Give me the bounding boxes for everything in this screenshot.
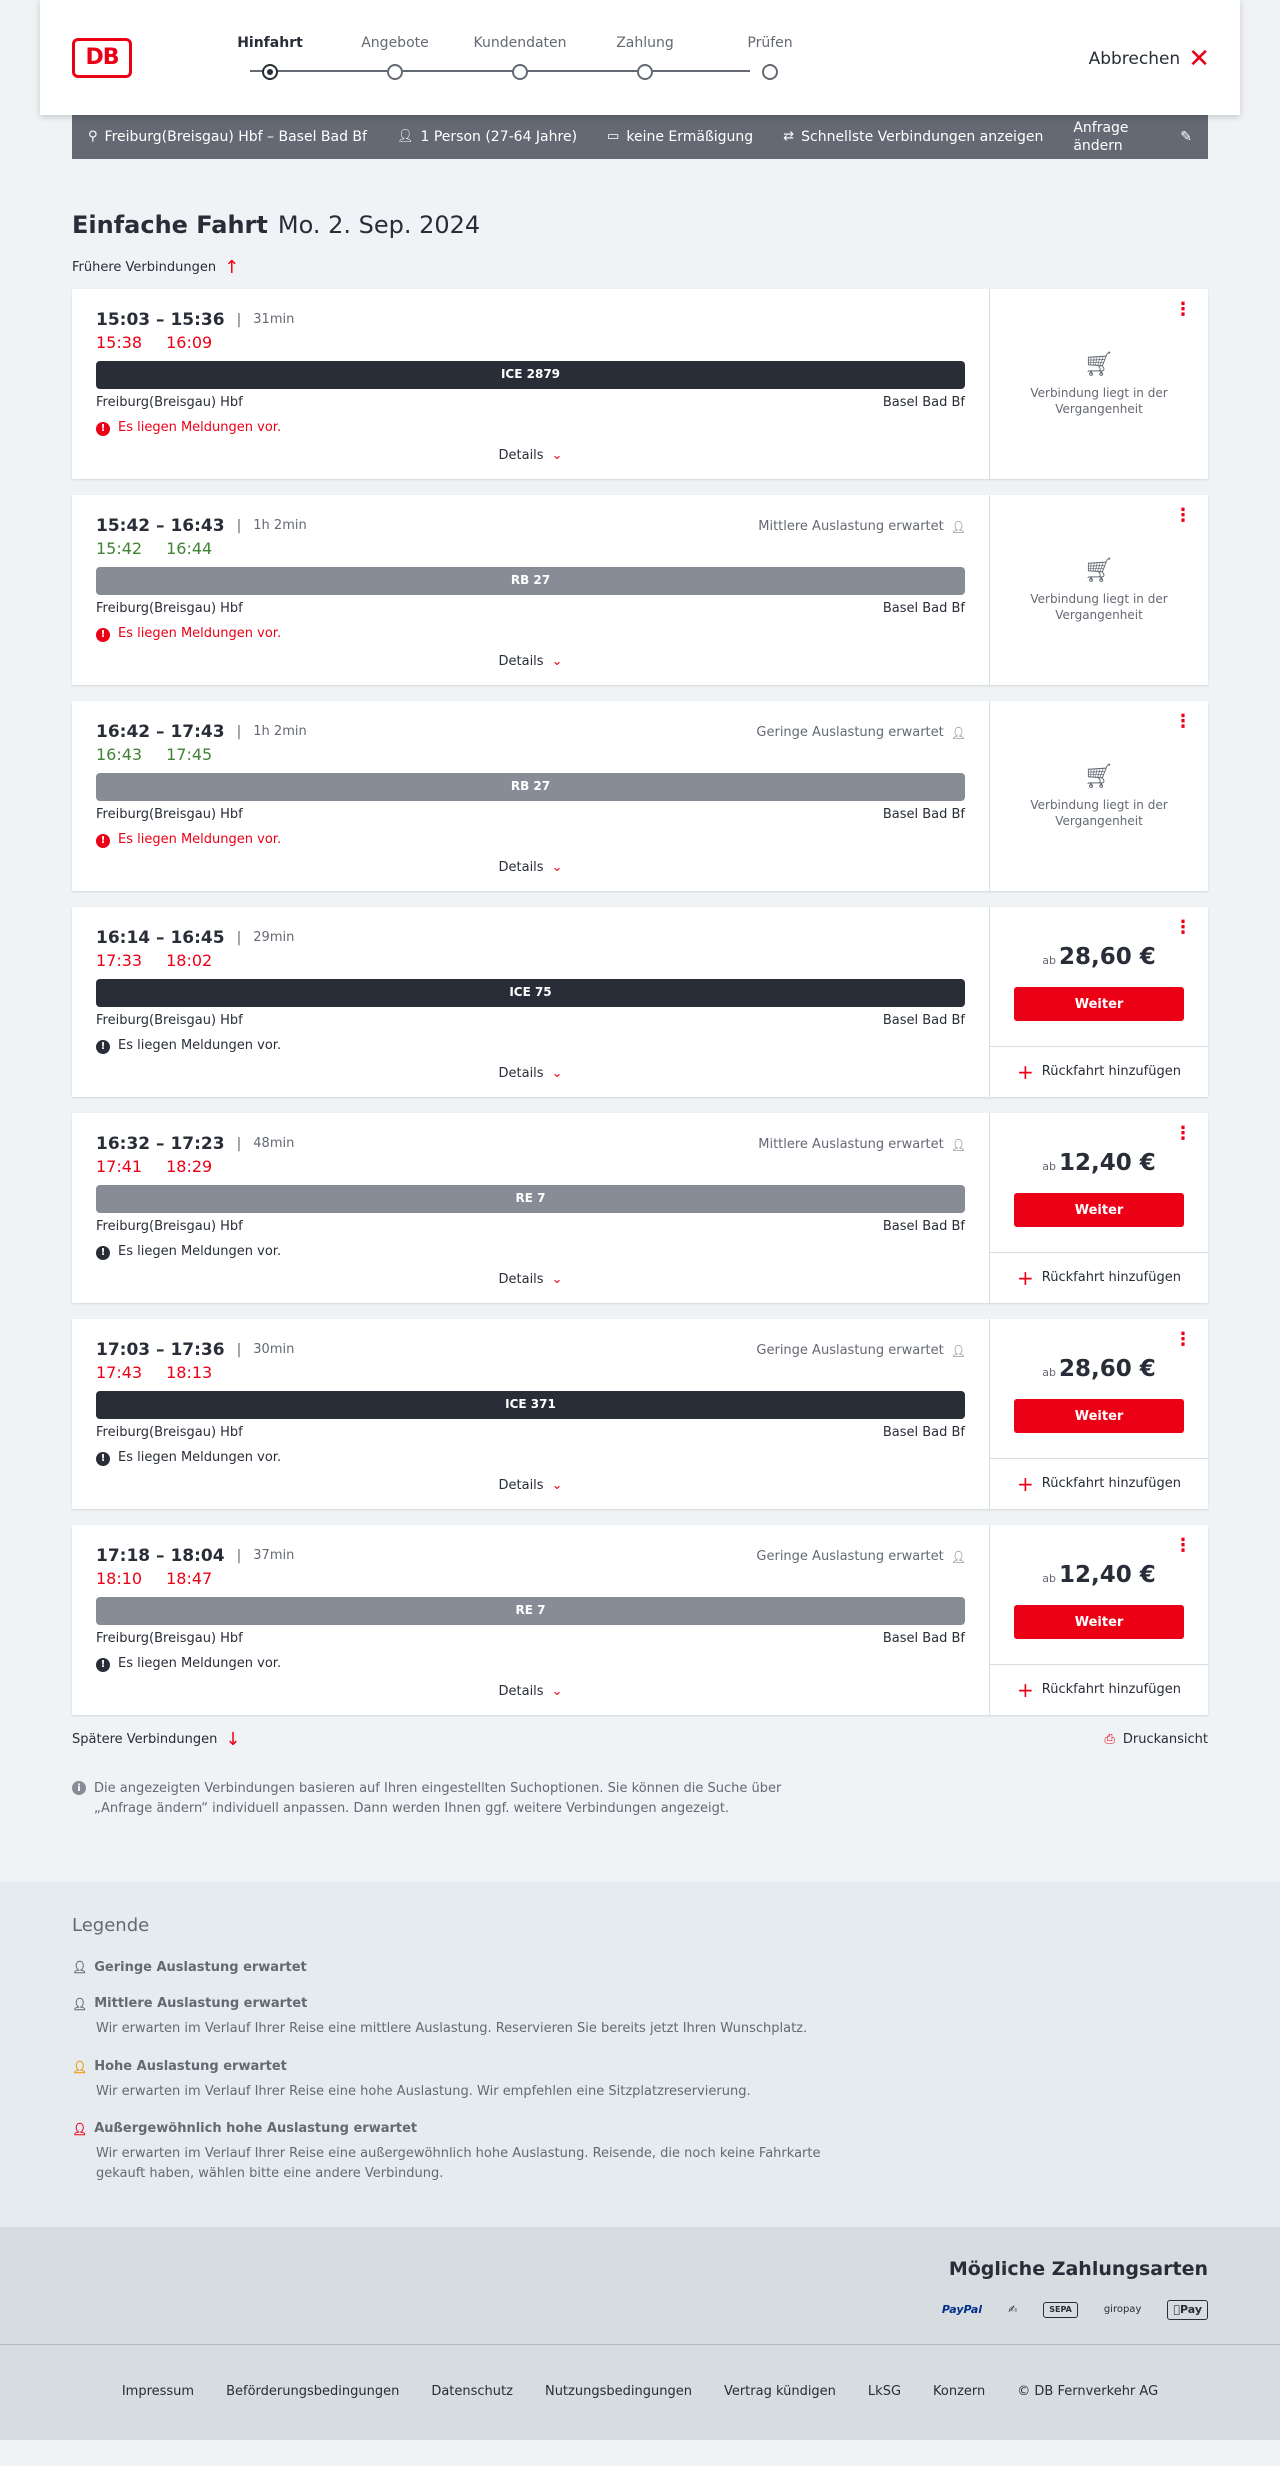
realtime-times: [96, 1363, 965, 1385]
load-indicator: [758, 519, 965, 536]
query-persons-text: 1 Person (27-64 Jahre): [420, 128, 578, 145]
step-zahlung[interactable]: [585, 34, 705, 52]
connection-list: [72, 289, 1208, 1715]
step-label: Hinfahrt: [237, 35, 303, 51]
price: [990, 1561, 1208, 1591]
step-dot-icon: [512, 64, 528, 80]
person-icon: 👤︎: [396, 128, 414, 144]
legend-item-text: Wir erwarten im Verlauf Ihrer Reise eine mittlere Auslastung. Reservieren Sie bereits jetzt Ihren Wunschplatz.: [96, 2021, 808, 2037]
swap-arrows-icon: ⇄: [783, 128, 795, 144]
connection-card: [72, 1113, 1208, 1303]
separator: |: [236, 1136, 242, 1153]
realtime-arrival: 18:02: [166, 951, 213, 971]
message-text: Es liegen Meldungen vor.: [118, 1244, 282, 1260]
arrival-station: Basel Bad Bf: [882, 1631, 965, 1647]
chevron-down-icon: ⌄: [551, 1272, 563, 1288]
alert-icon: !: [96, 1040, 110, 1054]
realtime-times: [96, 951, 965, 973]
scheduled-times: 17:03 – 17:36: [96, 1340, 225, 1361]
legend-item-label: Geringe Auslastung erwartet: [94, 1959, 307, 1975]
step-label: Zahlung: [616, 35, 674, 51]
occupancy-icon: 👤︎: [950, 1549, 965, 1564]
message-text: Es liegen Meldungen vor.: [118, 1656, 282, 1672]
message-notice: [96, 1656, 965, 1673]
arrival-station: Basel Bad Bf: [882, 1013, 965, 1029]
stations: [96, 1013, 965, 1030]
message-notice: [96, 626, 965, 643]
load-indicator: [756, 1549, 965, 1566]
connection-offer: [990, 1319, 1208, 1509]
connection-card: [72, 907, 1208, 1097]
message-text: Es liegen Meldungen vor.: [118, 1038, 282, 1054]
cart-unavailable-icon: 🛒︎: [1083, 556, 1115, 585]
message-notice: [96, 832, 965, 849]
footer-link[interactable]: LkSG: [867, 2384, 902, 2400]
connection-info[interactable]: [72, 1319, 990, 1509]
train-bar: [96, 567, 965, 595]
later-connections-link[interactable]: [72, 1731, 240, 1749]
train-name: ICE 2879: [500, 367, 561, 382]
continue-button[interactable]: Weiter: [1014, 1399, 1184, 1433]
connection-times: [96, 309, 965, 331]
person-high-icon: 👤︎: [72, 2059, 87, 2074]
chevron-down-icon: ⌄: [551, 860, 563, 876]
footer-link[interactable]: Beförderungsbedingungen: [226, 2384, 400, 2400]
train-name: RE 7: [515, 1603, 546, 1618]
legend-title: Legende: [72, 1915, 150, 1937]
connection-offer: [990, 289, 1208, 479]
chevron-down-icon: ⌄: [551, 448, 563, 464]
details-toggle[interactable]: [72, 1066, 989, 1083]
step-pruefen[interactable]: [710, 34, 830, 52]
connection-info[interactable]: [72, 907, 990, 1097]
connection-offer: [990, 1525, 1208, 1715]
past-text: Verbindung liegt in der Vergangenheit: [1030, 386, 1168, 416]
load-text: Geringe Auslastung erwartet: [756, 1343, 944, 1359]
legend-item-title: [72, 1960, 1208, 1977]
main-content: [72, 116, 1208, 1818]
train-bar: [96, 1597, 965, 1625]
alert-icon: !: [96, 1246, 110, 1260]
chevron-down-icon: ⌄: [551, 1066, 563, 1082]
arrival-station: Basel Bad Bf: [882, 1219, 965, 1235]
connection-card: [72, 289, 1208, 479]
duration: 1h 2min: [253, 723, 307, 739]
step-dot-icon: [762, 64, 778, 80]
price-prefix: ab: [1042, 1366, 1056, 1380]
price: [990, 943, 1208, 973]
page-title: [72, 210, 1208, 241]
step-dot-icon: [387, 64, 403, 80]
connection-card: [72, 1525, 1208, 1715]
continue-button[interactable]: Weiter: [1014, 987, 1184, 1021]
details-label: Details: [498, 860, 544, 876]
train-name: ICE 371: [505, 1397, 556, 1412]
legend-item-title: [72, 2059, 1208, 2076]
cancel-button[interactable]: [1089, 46, 1210, 72]
alert-icon: !: [96, 422, 110, 436]
occupancy-icon: 👤︎: [950, 725, 965, 740]
train-name: RE 7: [515, 1191, 546, 1206]
train-bar: [96, 1391, 965, 1419]
details-label: Details: [498, 1066, 544, 1082]
details-label: Details: [498, 1684, 544, 1700]
add-return-button[interactable]: [990, 1665, 1208, 1715]
info-text: Die angezeigten Verbindungen basieren auf Ihren eingestellten Suchoptionen. Sie können die Suche über „Anfrage ändern“ individuell anpassen. Dann werden Ihnen ggf. weitere Verbindungen angezeigt.: [94, 1781, 782, 1816]
top-bar: [40, 0, 1240, 115]
more-options-icon[interactable]: ⋮: [1174, 711, 1192, 733]
step-label: Angebote: [361, 35, 429, 51]
plus-icon: +: [1017, 1678, 1034, 1703]
realtime-departure: 15:38: [96, 333, 143, 353]
arrow-up-icon: ↑: [224, 257, 240, 279]
legend-item-title: [72, 2121, 1208, 2138]
step-label: Prüfen: [747, 35, 793, 51]
stations: [96, 807, 965, 824]
price-area: [990, 907, 1208, 1047]
stations: [96, 601, 965, 618]
price-prefix: ab: [1042, 954, 1056, 968]
chevron-down-icon: ⌄: [551, 654, 563, 670]
realtime-departure: 17:33: [96, 951, 143, 971]
load-text: Mittlere Auslastung erwartet: [758, 1137, 944, 1153]
legend-item-text: Wir erwarten im Verlauf Ihrer Reise eine hohe Auslastung. Wir empfehlen eine Sitzplatzreservierung.: [96, 2083, 751, 2099]
details-label: Details: [498, 654, 544, 670]
step-angebote[interactable]: [335, 34, 455, 52]
realtime-arrival: 17:45: [166, 745, 213, 765]
connection-card: [72, 495, 1208, 685]
close-icon: ✕: [1188, 44, 1210, 74]
stations: [96, 1219, 965, 1236]
details-label: Details: [498, 1478, 544, 1494]
details-toggle[interactable]: [72, 1272, 989, 1289]
add-return-label: Rückfahrt hinzufügen: [1041, 1269, 1181, 1285]
step-dot-icon: [637, 64, 653, 80]
past-connection-notice: [990, 349, 1208, 417]
realtime-times: [96, 1569, 965, 1591]
departure-station: Freiburg(Breisgau) Hbf: [96, 1013, 243, 1029]
realtime-times: [96, 333, 965, 355]
more-options-icon[interactable]: ⋮: [1174, 1329, 1192, 1351]
duration: 29min: [253, 929, 295, 945]
realtime-departure: 18:10: [96, 1569, 143, 1589]
plus-icon: +: [1017, 1472, 1034, 1497]
legend-item-label: Mittlere Auslastung erwartet: [94, 1996, 308, 2012]
price-value: 28,60 €: [1058, 1356, 1156, 1383]
realtime-arrival: 18:29: [166, 1157, 213, 1177]
scheduled-times: 15:03 – 15:36: [96, 310, 225, 331]
scheduled-times: 16:42 – 17:43: [96, 722, 225, 743]
connection-offer: [990, 1113, 1208, 1303]
load-text: Mittlere Auslastung erwartet: [758, 519, 944, 535]
price-prefix: ab: [1042, 1160, 1056, 1174]
realtime-times: [96, 745, 965, 767]
train-name: ICE 75: [509, 985, 552, 1000]
price: [990, 1355, 1208, 1385]
price-area: [990, 1525, 1208, 1665]
legend-item-text: Wir erwarten im Verlauf Ihrer Reise eine außergewöhnlich hohe Auslastung. Reisende, die noch keine Fahrkarte gekauft haben, wählen bitte eine andere Verbindung.: [96, 2146, 821, 2181]
stations: [96, 395, 965, 412]
past-connection-notice: [990, 555, 1208, 623]
legend-list: [72, 1960, 1208, 2184]
separator: |: [236, 724, 242, 741]
query-discount-text: keine Ermäßigung: [626, 128, 754, 145]
person-low-icon: 👤︎: [72, 1960, 87, 1975]
info-icon: i: [72, 1781, 86, 1795]
earlier-connections-link[interactable]: [72, 259, 1208, 277]
query-fastest-text: Schnellste Verbindungen anzeigen: [801, 128, 1044, 145]
details-toggle[interactable]: [72, 448, 989, 465]
cancel-label: Abbrechen: [1088, 48, 1181, 69]
print-label: Druckansicht: [1122, 1731, 1208, 1747]
legend-item: [72, 2121, 1208, 2183]
stations: [96, 1631, 965, 1648]
message-notice: [96, 1038, 965, 1055]
paypal-icon: PayPal: [941, 2302, 983, 2316]
connection-info[interactable]: [72, 1113, 990, 1303]
print-view-link[interactable]: [1104, 1732, 1208, 1749]
footer-link[interactable]: Nutzungsbedingungen: [544, 2384, 692, 2400]
price-area: [990, 1113, 1208, 1253]
trip-type: Einfache Fahrt: [72, 211, 268, 239]
footer-link[interactable]: Konzern: [933, 2384, 986, 2400]
scheduled-times: 16:14 – 16:45: [96, 928, 225, 949]
alert-icon: !: [96, 1658, 110, 1672]
train-name: RB 27: [510, 779, 551, 794]
arrival-station: Basel Bad Bf: [882, 1425, 965, 1441]
duration: 31min: [253, 311, 295, 327]
departure-station: Freiburg(Breisgau) Hbf: [96, 807, 243, 823]
connection-card: [72, 1319, 1208, 1509]
more-options-icon[interactable]: ⋮: [1174, 1535, 1192, 1557]
more-options-icon[interactable]: ⋮: [1174, 1123, 1192, 1145]
plus-icon: +: [1017, 1266, 1034, 1291]
alert-icon: !: [96, 1452, 110, 1466]
chevron-down-icon: ⌄: [551, 1478, 563, 1494]
arrival-station: Basel Bad Bf: [882, 395, 965, 411]
person-very-high-icon: 👤︎: [72, 2121, 87, 2136]
scheduled-times: 15:42 – 16:43: [96, 516, 225, 537]
plus-icon: +: [1017, 1060, 1034, 1085]
connection-card: [72, 701, 1208, 891]
apple-pay-icon: [1167, 2300, 1208, 2320]
message-text: Es liegen Meldungen vor.: [118, 420, 282, 436]
legend-item: [72, 1996, 1208, 2038]
past-text: Verbindung liegt in der Vergangenheit: [1030, 592, 1168, 622]
payment-icons: [72, 2300, 1208, 2320]
departure-station: Freiburg(Breisgau) Hbf: [96, 1219, 243, 1235]
scheduled-times: 17:18 – 18:04: [96, 1546, 225, 1567]
departure-station: Freiburg(Breisgau) Hbf: [96, 601, 243, 617]
footer-links: [0, 2344, 1280, 2440]
train-bar: [96, 1185, 965, 1213]
footer-link[interactable]: Impressum: [121, 2384, 195, 2400]
sepa-icon: SEPA: [1043, 2302, 1078, 2318]
cart-unavailable-icon: 🛒︎: [1083, 762, 1115, 791]
details-toggle[interactable]: [72, 1478, 989, 1495]
add-return-label: Rückfahrt hinzufügen: [1041, 1681, 1181, 1697]
details-toggle[interactable]: [72, 860, 989, 877]
bahncard-icon: ▭: [607, 128, 620, 144]
load-indicator: [758, 1137, 965, 1154]
price-area: [990, 1319, 1208, 1459]
train-bar: [96, 361, 965, 389]
step-kundendaten[interactable]: [460, 34, 580, 52]
load-text: Geringe Auslastung erwartet: [756, 1549, 944, 1565]
giropay-icon: giropay: [1103, 2304, 1142, 2316]
continue-button[interactable]: Weiter: [1014, 1193, 1184, 1227]
duration: 30min: [253, 1341, 295, 1357]
connection-offer: [990, 701, 1208, 891]
load-indicator: [756, 1343, 965, 1360]
stations: [96, 1425, 965, 1442]
apple-pay-label: Pay: [1179, 2302, 1202, 2316]
change-request-label: Anfrage ändern: [1073, 119, 1129, 154]
add-return-button[interactable]: [990, 1459, 1208, 1509]
header-area: [0, 0, 1280, 154]
more-options-icon[interactable]: ⋮: [1174, 917, 1192, 939]
message-text: Es liegen Meldungen vor.: [118, 1450, 282, 1466]
query-route-text: Freiburg(Breisgau) Hbf – Basel Bad Bf: [104, 128, 367, 145]
details-label: Details: [498, 448, 544, 464]
cart-unavailable-icon: 🛒︎: [1083, 350, 1115, 379]
duration: 37min: [253, 1547, 295, 1563]
connection-offer: [990, 495, 1208, 685]
realtime-arrival: 16:09: [166, 333, 213, 353]
train-bar: [96, 979, 965, 1007]
message-notice: [96, 420, 965, 437]
pencil-icon: ✎: [1180, 128, 1192, 145]
departure-station: Freiburg(Breisgau) Hbf: [96, 1631, 243, 1647]
separator: |: [236, 930, 242, 947]
connection-offer: [990, 907, 1208, 1097]
occupancy-icon: 👤︎: [950, 1137, 965, 1152]
past-connection-notice: [990, 761, 1208, 829]
alert-icon: !: [96, 628, 110, 642]
arrival-station: Basel Bad Bf: [882, 807, 965, 823]
credit-card-icon: ✍: [1008, 2302, 1018, 2316]
message-notice: [96, 1244, 965, 1261]
load-indicator: [756, 725, 965, 742]
footer-link: © DB Fernverkehr AG: [1017, 2384, 1159, 2400]
price-value: 12,40 €: [1058, 1150, 1156, 1177]
departure-station: Freiburg(Breisgau) Hbf: [96, 1425, 243, 1441]
scheduled-times: 16:32 – 17:23: [96, 1134, 225, 1155]
message-text: Es liegen Meldungen vor.: [118, 832, 282, 848]
alert-icon: !: [96, 834, 110, 848]
legend-item: [72, 1960, 1208, 1977]
location-pin-icon: ⚲: [88, 128, 98, 144]
legend-item-label: Außergewöhnlich hohe Auslastung erwartet: [94, 2121, 418, 2137]
separator: |: [236, 518, 242, 535]
price-value: 12,40 €: [1058, 1562, 1156, 1589]
trip-date: Mo. 2. Sep. 2024: [277, 211, 481, 239]
progress-line: [250, 70, 750, 72]
add-return-button[interactable]: [990, 1047, 1208, 1097]
step-dot-icon: [262, 64, 278, 80]
legend-item-title: [72, 1996, 1208, 2013]
step-hinfahrt[interactable]: [210, 34, 330, 52]
progress-steps: [210, 0, 810, 115]
chevron-down-icon: ⌄: [551, 1684, 563, 1700]
realtime-departure: 17:41: [96, 1157, 143, 1177]
payments-title: Mögliche Zahlungsarten: [948, 2258, 1208, 2281]
realtime-departure: 16:43: [96, 745, 143, 765]
realtime-departure: 17:43: [96, 1363, 143, 1383]
realtime-departure: 15:42: [96, 539, 143, 559]
past-text: Verbindung liegt in der Vergangenheit: [1030, 798, 1168, 828]
connection-info[interactable]: [72, 1525, 990, 1715]
db-logo[interactable]: DB: [72, 38, 132, 78]
connection-info[interactable]: [72, 701, 990, 891]
separator: |: [236, 312, 242, 329]
connection-info[interactable]: [72, 289, 990, 479]
legend-item-label: Hohe Auslastung erwartet: [94, 2058, 287, 2074]
separator: |: [236, 1548, 242, 1565]
footer-link[interactable]: Vertrag kündigen: [723, 2384, 836, 2400]
connection-times: [96, 927, 965, 949]
duration: 1h 2min: [253, 517, 307, 533]
realtime-arrival: 18:47: [166, 1569, 213, 1589]
step-label: Kundendaten: [473, 35, 567, 51]
more-options-icon[interactable]: ⋮: [1174, 505, 1192, 527]
price: [990, 1149, 1208, 1179]
departure-station: Freiburg(Breisgau) Hbf: [96, 395, 243, 411]
occupancy-icon: 👤︎: [950, 1343, 965, 1358]
footer-link[interactable]: Datenschutz: [431, 2384, 513, 2400]
legend-inner: [72, 1914, 1208, 2183]
realtime-times: [96, 1157, 965, 1179]
arrival-station: Basel Bad Bf: [882, 601, 965, 617]
occupancy-icon: 👤︎: [950, 519, 965, 534]
continue-button[interactable]: Weiter: [1014, 1605, 1184, 1639]
train-name: RB 27: [510, 573, 551, 588]
earlier-label: Frühere Verbindungen: [72, 259, 217, 275]
train-bar: [96, 773, 965, 801]
info-note: [72, 1779, 832, 1818]
details-label: Details: [498, 1272, 544, 1288]
details-toggle[interactable]: [72, 1684, 989, 1701]
separator: |: [236, 1342, 242, 1359]
legend-item: [72, 2059, 1208, 2101]
add-return-button[interactable]: [990, 1253, 1208, 1303]
legend-section: [0, 1882, 1280, 2227]
realtime-arrival: 16:44: [166, 539, 213, 559]
add-return-label: Rückfahrt hinzufügen: [1041, 1475, 1181, 1491]
add-return-label: Rückfahrt hinzufügen: [1041, 1063, 1181, 1079]
message-notice: [96, 1450, 965, 1467]
connection-info[interactable]: [72, 495, 990, 685]
duration: 48min: [253, 1135, 295, 1151]
arrow-down-icon: ↓: [225, 1729, 241, 1751]
message-text: Es liegen Meldungen vor.: [118, 626, 282, 642]
person-medium-icon: 👤︎: [72, 1997, 87, 2012]
list-footer: [72, 1731, 1208, 1749]
price-prefix: ab: [1042, 1572, 1056, 1586]
price-value: 28,60 €: [1058, 944, 1156, 971]
printer-icon: ⎙: [1104, 1731, 1115, 1747]
payments-section: [0, 2227, 1280, 2344]
load-text: Geringe Auslastung erwartet: [756, 725, 944, 741]
more-options-icon[interactable]: ⋮: [1174, 299, 1192, 321]
details-toggle[interactable]: [72, 654, 989, 671]
payments-inner: [72, 2257, 1208, 2320]
realtime-arrival: 18:13: [166, 1363, 213, 1383]
realtime-times: [96, 539, 965, 561]
later-label: Spätere Verbindungen: [72, 1731, 218, 1747]
